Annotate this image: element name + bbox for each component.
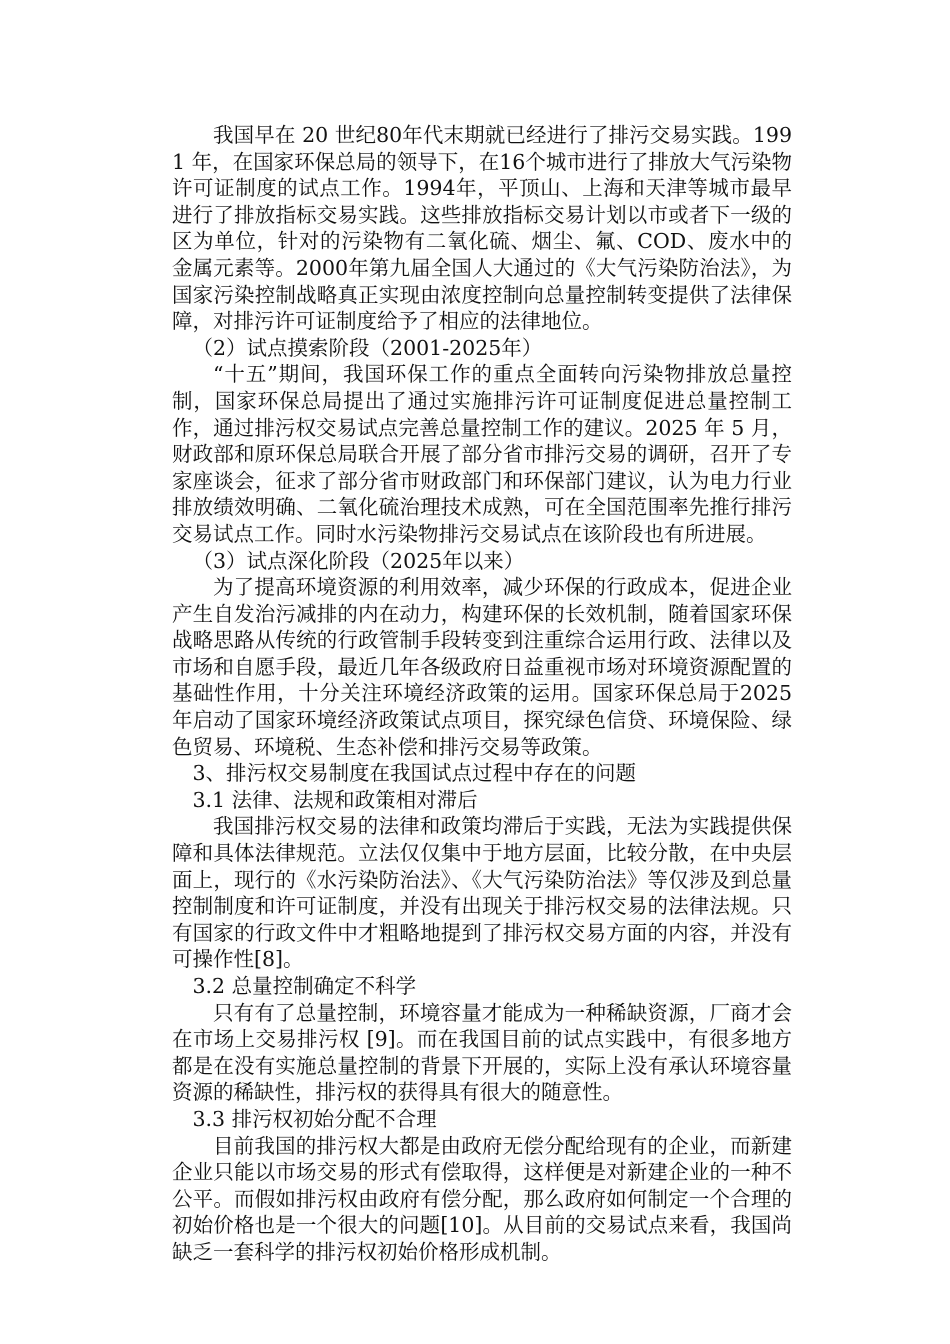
- heading-section-3-2: 3.2 总量控制确定不科学: [192, 974, 417, 998]
- heading-pilot-exploration: （2）试点摸索阶段（2001-2025年）: [192, 335, 543, 360]
- paragraph-section-3-3: 目前我国的排污权大都是由政府无偿分配给现有的企业，而新建企业只能以市场交易的形式有偿取得，这样便是对新建企业的一种不公平。而假如排污权由政府有偿分配，那么政府如何制定一个合理的初始价格也是一个很大的问题[10]。从目前的交易试点来看，我国尚缺乏一套科学的排污权初始价格形成机制。: [172, 1133, 792, 1264]
- paragraph-history-intro: 我国早在 20 世纪80年代末期就已经进行了排污交易实践。1991 年，在国家环保总局的领导下，在16个城市进行了排放大气污染物许可证制度的试点工作。1994年，平顶山、上海和天津等城市最早进行了排放指标交易实践。这些排放指标交易计划以市或者下一级的区为单位，针对的污染物有二氧化硫、烟尘、氟、COD、废水中的金属元素等。2000年第九届全国人大通过的《大气污染防治法》，为国家污染控制战略真正实现由浓度控制向总量控制转变提供了法律保障，对排污许可证制度给予了相应的法律地位。: [172, 123, 792, 334]
- paragraph-section-3-1: 我国排污权交易的法律和政策均滞后于实践，无法为实践提供保障和具体法律规范。立法仅仅集中于地方层面，比较分散，在中央层面上，现行的《水污染防治法》、《大气污染防治法》等仅涉及到总量控制制度和许可证制度，并没有出现关于排污权交易的法律法规。只有国家的行政文件中才粗略地提到了排污权交易方面的内容，并没有可操作性[8]。: [172, 814, 792, 972]
- heading-pilot-deepening: （3）试点深化阶段（2025年以来）: [192, 548, 525, 573]
- paragraph-section-3-2: 只有有了总量控制，环境容量才能成为一种稀缺资源，厂商才会在市场上交易排污权 [9]。而在我国目前的试点实践中，有很多地方都是在没有实施总量控制的背景下开展的，实际上没有承认环境容量资源的稀缺性，排污权的获得具有很大的随意性。: [172, 1000, 792, 1105]
- paragraph-pilot-exploration: “十五”期间，我国环保工作的重点全面转向污染物排放总量控制，国家环保总局提出了通过实施排污许可证制度促进总量控制工作，通过排污权交易试点完善总量控制工作的建议。2025 年 5 月，财政部和原环保总局联合开展了部分省市排污交易的调研，召开了专家座谈会，征求了部分省市财政部门和环保部门建议，认为电力行业排放绩效明确、二氧化硫治理技术成熟，可在全国范围率先推行排污交易试点工作。同时水污染物排污交易试点在该阶段也有所进展。: [172, 362, 792, 546]
- heading-section-3-1: 3.1 法律、法规和政策相对滞后: [192, 787, 478, 812]
- document-body: [172, 122, 792, 1266]
- heading-section-3: 3、排污权交易制度在我国试点过程中存在的问题: [192, 761, 637, 786]
- paragraph-pilot-deepening: 为了提高环境资源的利用效率，减少环保的行政成本，促进企业产生自发治污减排的内在动力，构建环保的长效机制，随着国家环保战略思路从传统的行政管制手段转变到注重综合运用行政、法律以及市场和自愿手段，最近几年各级政府日益重视市场对环境资源配置的基础性作用，十分关注环境经济政策的运用。国家环保总局于2025年启动了国家环境经济政策试点项目，探究绿色信贷、环境保险、绿色贸易、环境税、生态补偿和排污交易等政策。: [172, 575, 792, 759]
- heading-section-3-3: 3.3 排污权初始分配不合理: [192, 1106, 437, 1131]
